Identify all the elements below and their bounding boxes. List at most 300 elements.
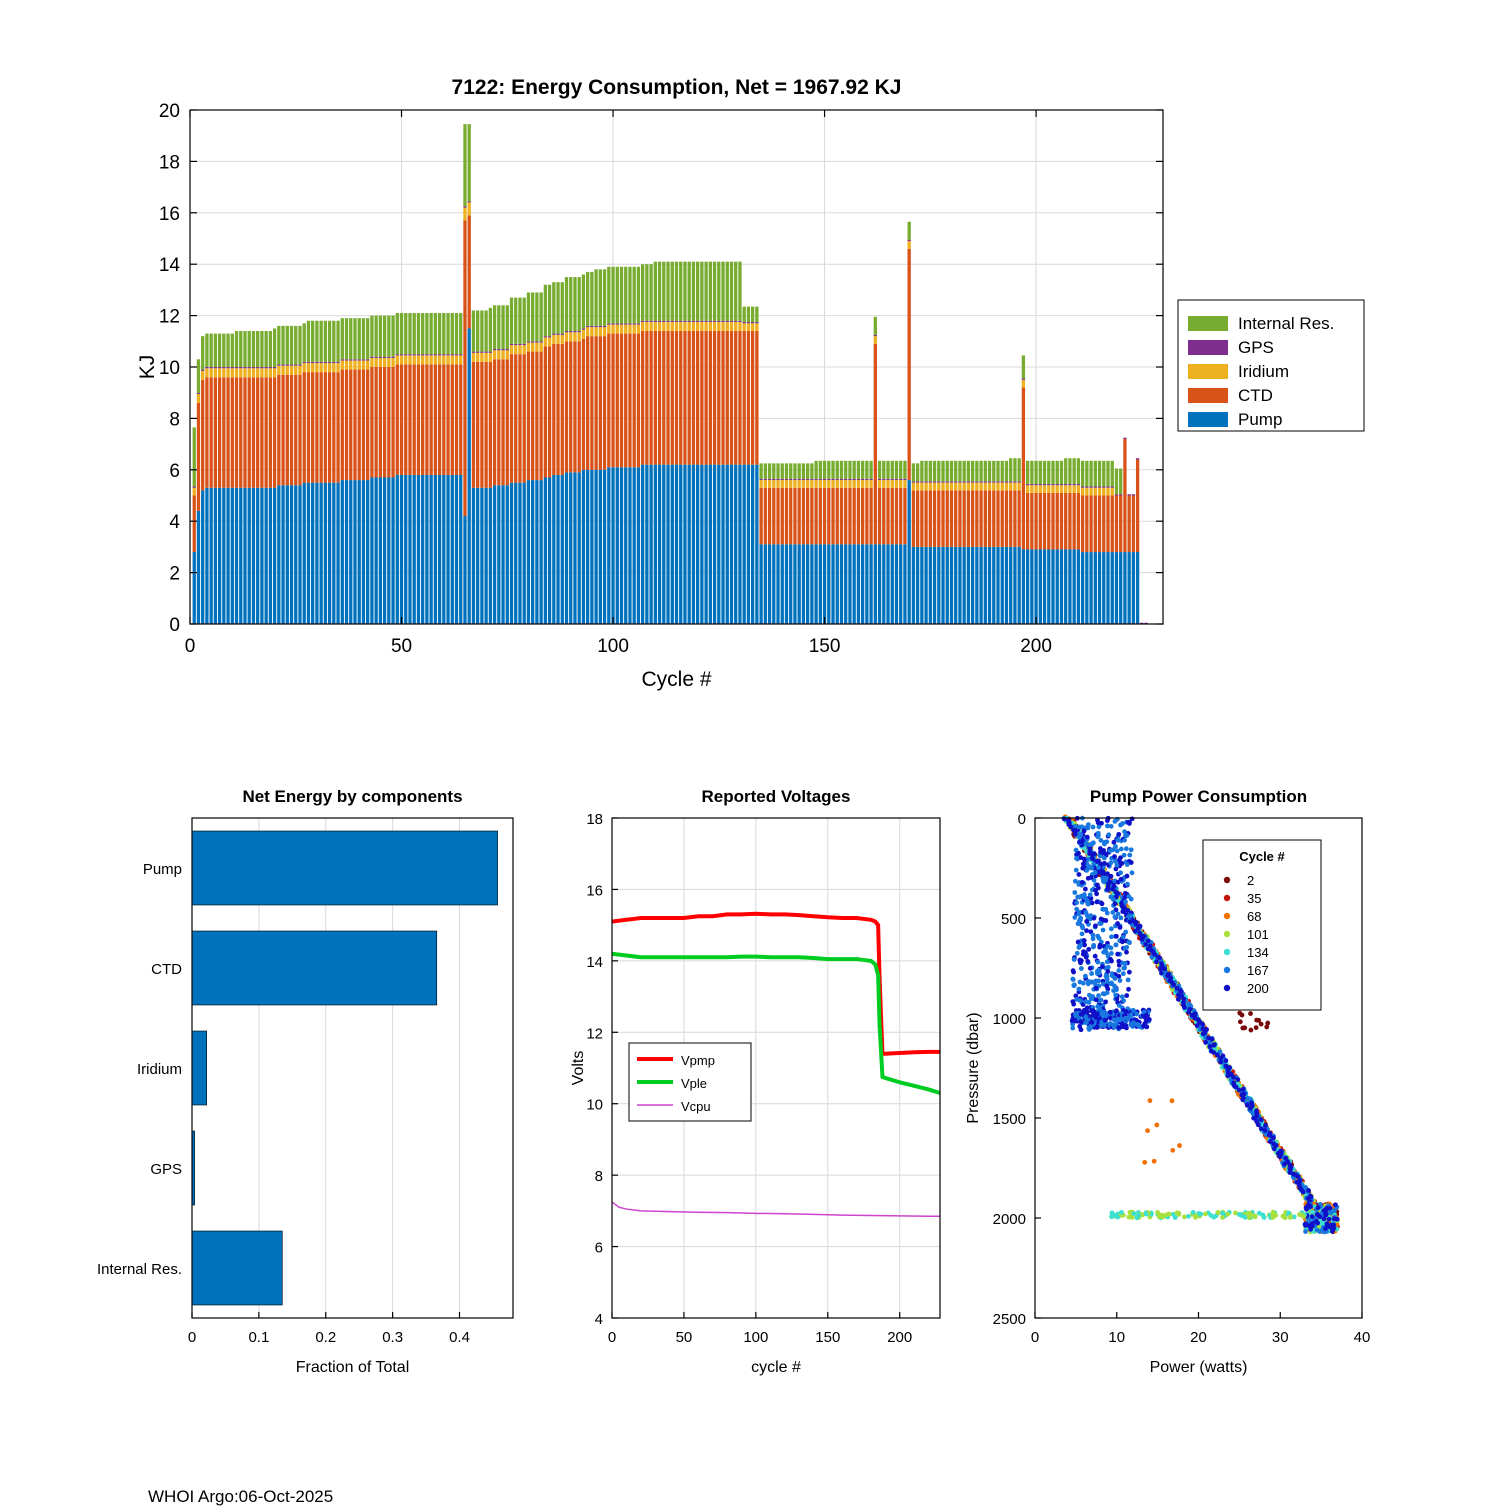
scatter-point (1134, 1012, 1139, 1017)
bar-segment (717, 321, 720, 322)
legend-label: CTD (1238, 386, 1273, 405)
bar-segment (429, 355, 432, 364)
scatter-point (1108, 1010, 1113, 1015)
bar-segment (573, 341, 576, 472)
bar-segment (814, 461, 817, 479)
bar-segment (933, 483, 936, 491)
bar-segment (446, 355, 449, 364)
bar-segment (950, 461, 953, 482)
main-chart-xlabel: Cycle # (641, 668, 712, 691)
bar-segment (235, 488, 238, 624)
bar-segment (759, 479, 762, 480)
scatter-point (1121, 966, 1126, 971)
bar-segment (848, 480, 851, 488)
bar-segment (662, 262, 665, 321)
bar-segment (582, 339, 585, 470)
scatter-point (1114, 934, 1119, 939)
bar-segment (336, 363, 339, 372)
bar-segment (1001, 481, 1004, 482)
scatter-point (1212, 1043, 1217, 1048)
bar-segment (747, 307, 750, 322)
bar-segment (336, 362, 339, 363)
bar-segment (298, 366, 301, 375)
bar-segment (535, 343, 538, 352)
bar-segment (882, 488, 885, 545)
bar-segment (197, 394, 200, 403)
bar-segment (1001, 490, 1004, 547)
bar-segment (611, 334, 614, 468)
bar-segment (1081, 552, 1084, 624)
bar-segment (933, 490, 936, 547)
bar-segment (497, 485, 500, 624)
bar-segment (303, 372, 306, 483)
bar-segment (527, 292, 530, 341)
bar-segment (730, 321, 733, 322)
scatter-point (1102, 856, 1107, 861)
bar-segment (544, 336, 547, 337)
scatter-point (1135, 1022, 1140, 1027)
bar-segment (1009, 481, 1012, 482)
bar-segment (1022, 355, 1025, 378)
bar-segment (222, 377, 225, 488)
bar-segment (569, 277, 572, 331)
bar-segment (721, 321, 724, 322)
bar-segment (239, 331, 242, 367)
scatter-point (1282, 1162, 1287, 1167)
bar-segment (814, 544, 817, 624)
bar-segment (455, 355, 458, 364)
scatter-point (1248, 1011, 1253, 1016)
bar-segment (468, 124, 471, 201)
bar-segment (1085, 487, 1088, 488)
svg-text:14: 14 (158, 255, 180, 277)
bar-segment (798, 480, 801, 488)
bar-segment (865, 479, 868, 480)
bar-segment (218, 488, 221, 624)
bar-segment (561, 282, 564, 333)
svg-text:1500: 1500 (992, 1111, 1026, 1128)
bar-segment (620, 323, 623, 324)
bar-segment (700, 331, 703, 465)
bar-segment (569, 331, 572, 332)
bar-segment (518, 354, 521, 483)
bar-segment (459, 355, 462, 364)
scatter-point (1078, 943, 1083, 948)
scatter-point (1109, 945, 1114, 950)
bar-segment (544, 337, 547, 346)
bar-segment (751, 323, 754, 331)
bar-segment (831, 544, 834, 624)
bar-segment (294, 326, 297, 365)
bar-segment (1030, 484, 1033, 485)
scatter-point (1095, 899, 1100, 904)
scatter-point (1100, 964, 1105, 969)
bar-segment (417, 354, 420, 355)
bar-segment (979, 481, 982, 482)
bar-segment (649, 465, 652, 624)
bar-segment (751, 322, 754, 323)
bar-segment (912, 547, 915, 624)
bar-segment (641, 322, 644, 331)
bar-segment (831, 461, 834, 479)
bar-segment (459, 364, 462, 475)
bar-segment (303, 483, 306, 624)
bar-segment (451, 313, 454, 354)
scatter-point (1165, 1212, 1170, 1217)
bar-segment (349, 361, 352, 370)
bar-segment (628, 467, 631, 624)
bar-segment (840, 488, 843, 545)
bar-segment (434, 355, 437, 364)
scatter-point (1118, 978, 1123, 983)
bar-segment (573, 332, 576, 341)
pump-legend-title: Cycle # (1239, 849, 1285, 864)
bar-segment (193, 496, 196, 553)
bar-segment (831, 480, 834, 488)
bar-segment (527, 352, 530, 481)
bar-segment (895, 488, 898, 545)
bar-segment (806, 479, 809, 480)
bar-segment (210, 334, 213, 367)
bar-segment (463, 516, 466, 624)
bar-segment (916, 547, 919, 624)
scatter-point (1220, 1211, 1225, 1216)
bar-segment (413, 355, 416, 364)
scatter-point (1094, 1015, 1099, 1020)
scatter-point (1071, 968, 1076, 973)
bar (192, 831, 498, 905)
bar-segment (869, 544, 872, 624)
pump-xlabel: Power (watts) (1149, 1359, 1248, 1376)
bar-segment (607, 325, 610, 334)
scatter-point (1105, 969, 1110, 974)
scatter-point (1127, 820, 1132, 825)
bar-segment (489, 308, 492, 352)
bar-segment (946, 483, 949, 491)
scatter-point (1083, 950, 1088, 955)
scatter-point (1103, 1018, 1108, 1023)
bar-segment (514, 483, 517, 624)
bar-segment (307, 483, 310, 624)
scatter-point (1128, 913, 1133, 918)
bar-segment (908, 240, 911, 241)
bar-segment (633, 467, 636, 624)
bar-segment (362, 359, 365, 360)
bar-segment (637, 325, 640, 334)
scatter-point (1105, 959, 1110, 964)
bar-segment (738, 465, 741, 624)
bar-segment (979, 547, 982, 624)
scatter-point (1078, 1019, 1083, 1024)
bar-segment (899, 480, 902, 488)
scatter-point (1136, 1213, 1141, 1218)
svg-text:1000: 1000 (992, 1011, 1026, 1028)
bar-segment (946, 461, 949, 482)
bar-segment (565, 341, 568, 472)
scatter-point (1113, 901, 1118, 906)
bar-segment (1005, 461, 1008, 482)
scatter-point (1123, 930, 1128, 935)
bar-segment (341, 361, 344, 370)
bar-segment (294, 366, 297, 375)
svg-text:200: 200 (887, 1329, 913, 1346)
scatter-point (1116, 838, 1121, 843)
bar-segment (222, 488, 225, 624)
bar-segment (869, 479, 872, 480)
scatter-point (1105, 871, 1110, 876)
bar-segment (865, 544, 868, 624)
bar-segment (607, 334, 610, 468)
bar-segment (848, 461, 851, 479)
scatter-point (1267, 1133, 1272, 1138)
bar-segment (988, 461, 991, 482)
bar-segment (827, 461, 830, 479)
bar-segment (996, 547, 999, 624)
bar-segment (514, 354, 517, 483)
legend-swatch (1224, 949, 1230, 955)
bar-segment (975, 490, 978, 547)
bar-segment (311, 372, 314, 483)
bar-segment (611, 325, 614, 334)
bar-segment (738, 331, 741, 465)
svg-text:200: 200 (1020, 636, 1052, 657)
bar-segment (637, 267, 640, 324)
bar-segment (269, 367, 272, 368)
bar-segment (861, 479, 864, 480)
scatter-point (1075, 951, 1080, 956)
bar-segment (975, 547, 978, 624)
bar-segment (1064, 458, 1067, 484)
bar-segment (298, 485, 301, 624)
scatter-point (1176, 997, 1181, 1002)
legend-label: 2 (1247, 873, 1255, 888)
bar-segment (633, 323, 636, 324)
svg-text:4: 4 (169, 512, 180, 534)
bar-segment (256, 368, 259, 377)
bar-segment (1039, 549, 1042, 624)
bar-segment (958, 547, 961, 624)
bar-segment (920, 461, 923, 482)
bar-segment (798, 479, 801, 480)
bar-segment (869, 488, 872, 545)
legend-swatch (1188, 340, 1228, 355)
bar-segment (1026, 484, 1029, 485)
bar-segment (806, 488, 809, 545)
bar-segment (1047, 461, 1050, 484)
bar-segment (751, 465, 754, 624)
bar-segment (717, 331, 720, 465)
bar-segment (920, 483, 923, 491)
scatter-point (1315, 1212, 1320, 1217)
bar-segment (1056, 549, 1059, 624)
scatter-point (1157, 1212, 1162, 1217)
bar-segment (489, 362, 492, 488)
bar-segment (704, 321, 707, 322)
scatter-point (1088, 913, 1093, 918)
bar-segment (713, 331, 716, 465)
bar-segment (273, 368, 276, 377)
scatter-point (1145, 1128, 1150, 1133)
bar-segment (523, 354, 526, 483)
scatter-point (1103, 907, 1108, 912)
bar-segment (908, 249, 911, 480)
scatter-point (1224, 1058, 1229, 1063)
scatter-point (1124, 950, 1129, 955)
bar-segment (1115, 496, 1118, 553)
scatter-point (1086, 979, 1091, 984)
scatter-point (1256, 1122, 1261, 1127)
scatter-point (1082, 857, 1087, 862)
bar-segment (451, 354, 454, 355)
bar-segment (1081, 487, 1084, 488)
bar-segment (214, 377, 217, 488)
scatter-point (1125, 862, 1130, 867)
svg-text:16: 16 (158, 203, 180, 225)
bar-segment (506, 305, 509, 349)
bar-segment (319, 321, 322, 362)
bar-segment (1056, 485, 1059, 493)
bar-segment (506, 359, 509, 485)
scatter-point (1076, 987, 1081, 992)
bar-segment (205, 368, 208, 377)
bar-segment (641, 465, 644, 624)
bar-segment (349, 318, 352, 359)
legend-label: Iridium (1238, 362, 1290, 381)
bar-segment (1089, 487, 1092, 488)
bar-segment (1009, 547, 1012, 624)
scatter-point (1083, 910, 1088, 915)
bar-segment (391, 358, 394, 367)
bar-segment (201, 380, 204, 491)
bar-segment (675, 465, 678, 624)
bar-segment (429, 313, 432, 354)
bar-segment (556, 335, 559, 344)
bar-segment (531, 292, 534, 341)
scatter-point (1225, 1073, 1230, 1078)
bar-segment (370, 358, 373, 367)
bar-segment (1034, 461, 1037, 484)
bar-segment (611, 323, 614, 324)
scatter-point (1237, 1212, 1242, 1217)
bar-segment (726, 262, 729, 321)
bar-segment (468, 328, 471, 624)
bar-segment (730, 465, 733, 624)
bar-segment (290, 366, 293, 375)
bar-segment (599, 269, 602, 326)
bar-segment (624, 334, 627, 468)
bar-segment (679, 331, 682, 465)
bar-segment (683, 465, 686, 624)
bar-segment (425, 475, 428, 624)
bar-segment (963, 483, 966, 491)
bar-segment (1136, 460, 1139, 553)
bar-segment (391, 357, 394, 358)
bar-segment (878, 480, 881, 488)
bar-segment (958, 461, 961, 482)
scatter-point (1273, 1213, 1278, 1218)
bar-segment (713, 465, 716, 624)
svg-text:30: 30 (1271, 1329, 1289, 1346)
bar-segment (1051, 549, 1054, 624)
bar-segment (751, 307, 754, 322)
scatter-point (1114, 1008, 1119, 1013)
bar-segment (793, 488, 796, 545)
legend-swatch (1224, 895, 1230, 901)
bar-segment (269, 488, 272, 624)
bar-segment (755, 331, 758, 465)
bar-segment (476, 488, 479, 624)
bar-segment (819, 479, 822, 480)
legend-swatch (1224, 967, 1230, 973)
bar-segment (1077, 485, 1080, 493)
bar-segment (937, 490, 940, 547)
svg-text:50: 50 (675, 1329, 693, 1346)
scatter-point (1124, 945, 1129, 950)
bar-segment (1081, 488, 1084, 496)
bar-segment (438, 364, 441, 475)
scatter-point (1100, 876, 1105, 881)
bar-segment (1026, 485, 1029, 493)
bar-segment (527, 343, 530, 352)
scatter-point (1118, 1017, 1123, 1022)
bar-segment (298, 326, 301, 365)
scatter-point (1335, 1217, 1340, 1222)
bar-segment (814, 488, 817, 545)
bar-segment (222, 334, 225, 367)
bar-segment (759, 488, 762, 545)
scatter-point (1170, 1098, 1175, 1103)
bar-segment (544, 346, 547, 477)
bar-segment (197, 511, 200, 624)
bar-segment (810, 544, 813, 624)
bar-segment (963, 461, 966, 482)
bar-segment (472, 353, 475, 362)
svg-text:6: 6 (594, 1239, 603, 1257)
bar-segment (408, 355, 411, 364)
bar-segment (996, 483, 999, 491)
bar-segment (734, 262, 737, 321)
bar-segment (1039, 461, 1042, 484)
bar-segment (501, 349, 504, 350)
bar-segment (662, 465, 665, 624)
bar-segment (738, 322, 741, 331)
bar-segment (1043, 493, 1046, 550)
scatter-point (1118, 855, 1123, 860)
scatter-point (1303, 1229, 1308, 1234)
bar-segment (759, 480, 762, 488)
bar-segment (603, 327, 606, 336)
bar-segment (679, 321, 682, 322)
main-chart-title: 7122: Energy Consumption, Net = 1967.92 KJ (451, 76, 902, 99)
scatter-point (1099, 1011, 1104, 1016)
bar-segment (836, 461, 839, 479)
bar-segment (374, 358, 377, 367)
scatter-point (1316, 1205, 1321, 1210)
scatter-point (1301, 1190, 1306, 1195)
bar-segment (273, 328, 276, 367)
bar-segment (751, 331, 754, 465)
bar-segment (810, 480, 813, 488)
bar-segment (231, 377, 234, 488)
bar-segment (620, 267, 623, 324)
scatter-point (1077, 998, 1082, 1003)
bar-segment (239, 367, 242, 368)
bar-segment (1077, 458, 1080, 484)
bar-segment (1005, 490, 1008, 547)
bar-segment (916, 481, 919, 482)
bar-segment (899, 488, 902, 545)
bar-segment (971, 490, 974, 547)
